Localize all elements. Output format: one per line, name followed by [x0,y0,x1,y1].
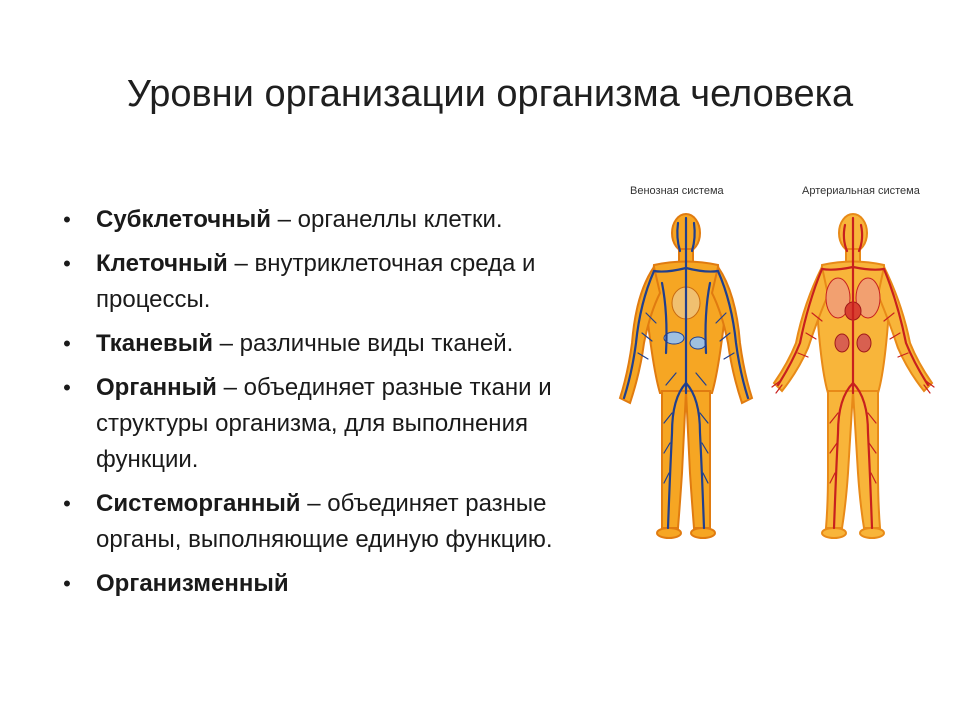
arterial-system-label: Артериальная система [802,185,920,197]
level-term: Клеточный [96,250,228,277]
venous-system-label: Венозная система [630,185,724,197]
bullet-icon: • [63,207,71,232]
level-description: – объединяет разные ткани и структуры организма, для выполнения функции. [96,374,552,473]
bullet-icon: • [63,251,71,276]
level-description: – органеллы клетки. [270,206,503,233]
levels-list [58,202,618,610]
level-term: Органный [96,374,217,401]
arterial-body-illustration [768,203,938,548]
bullet-icon: • [63,331,71,356]
list-item [58,486,618,558]
level-term: Организменный [96,570,289,597]
level-description: – объединяет разные органы, выполняющие единую функцию. [96,490,553,553]
level-term: Тканевый [96,330,213,357]
venous-body-illustration [606,203,766,548]
level-description: – различные виды тканей. [212,330,514,357]
slide-title: Уровни организации организма человека [126,73,854,115]
level-term: Системорганный [96,490,301,517]
list-item [58,246,618,318]
level-term: Субклеточный [96,206,271,233]
list-item [58,326,618,362]
list-item [58,370,618,478]
list-item [58,566,618,602]
level-description: – внутриклеточная среда и процессы. [96,250,536,313]
bullet-icon: • [63,571,71,596]
bullet-icon: • [63,375,71,400]
bullet-icon: • [63,491,71,516]
list-item [58,202,618,238]
